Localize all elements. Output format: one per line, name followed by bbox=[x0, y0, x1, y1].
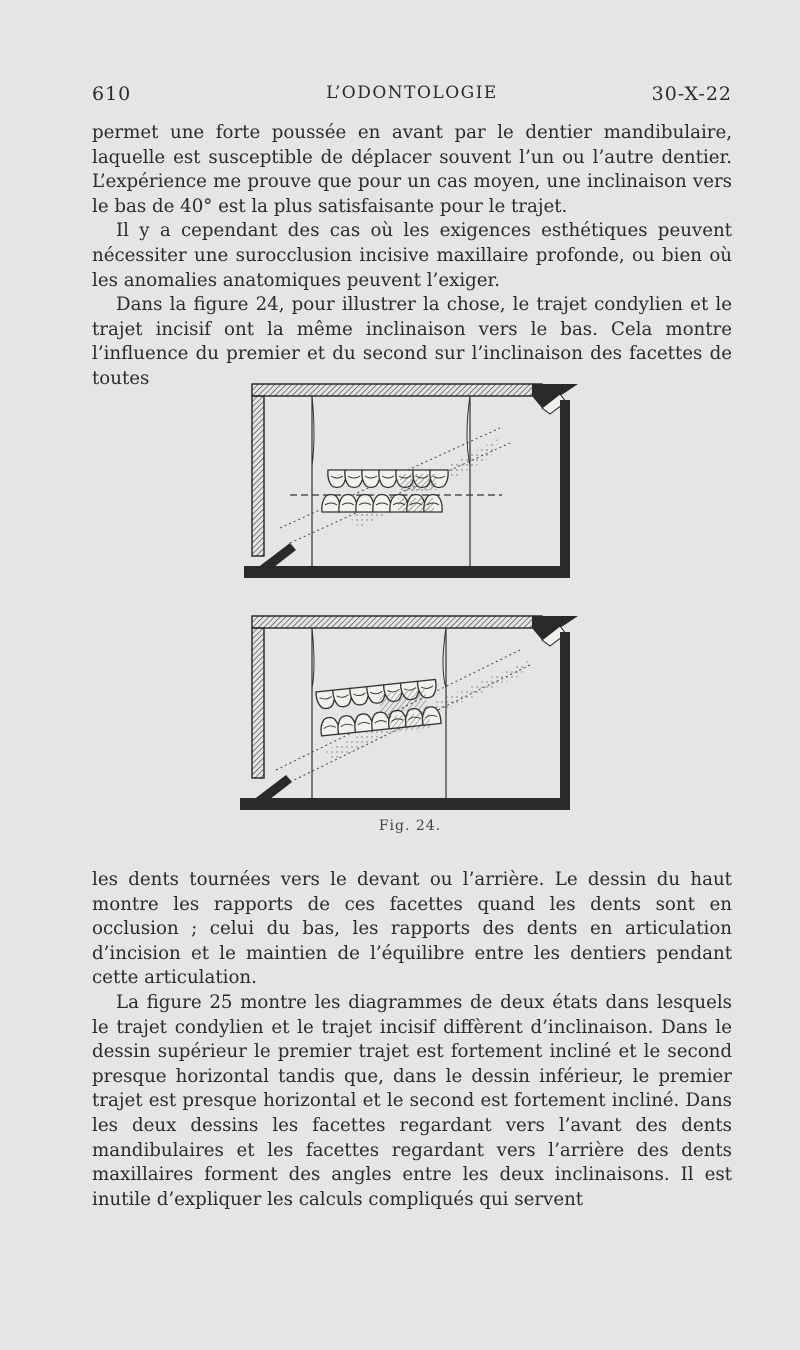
paragraph: La figure 25 montre les diagrammes de deux états dans lesquels le trajet condylien et le trajet incisif diffèrent d’inclinaison. Dans le dessin supérieur le premier trajet est fortement incliné et le second presque horizontal tandis que, dans le dessin inférieur, le premier trajet est presque horizontal et le second est fortement incliné. Dans les deux dessins les facettes regardant vers l’avant des dents mandibulaires et les facettes regardant vers l’arrière des dents maxillaires forment des angles entre les deux inclinaisons. Il est inutile d’expliquer les calculs compliqués qui servent bbox=[92, 991, 732, 1210]
upper-diagram-occlusion bbox=[244, 384, 578, 578]
paragraph: Dans la figure 24, pour illustrer la chose, le trajet condylien et le trajet incisif ont la même inclinaison vers le bas. Cela montre l’influence du premier et du second sur l’inclinaison des facettes de toutes bbox=[92, 294, 732, 389]
paragraph: permet une forte poussée en avant par le dentier mandibulaire, laquelle est susceptible de déplacer souvent l’un ou l’autre dentier. L’expérience me prouve que pour un cas moyen, une inclinaison vers le bas de 40° est la plus satisfaisante pour le trajet. bbox=[92, 122, 732, 217]
issue-date: 30-X-22 bbox=[651, 83, 732, 105]
journal-title: L’ODONTOLOGIE bbox=[326, 83, 498, 103]
figure-caption: Fig. 24. bbox=[378, 818, 442, 834]
body-text-bottom bbox=[92, 868, 732, 1212]
lower-diagram-articulation bbox=[240, 616, 578, 810]
body-text-top bbox=[92, 121, 732, 392]
paragraph: Il y a cependant des cas où les exigences esthétiques peuvent nécessiter une surocclusion incisive maxillaire profonde, ou bien où les anomalies anatomiques peuvent l’exiger. bbox=[92, 220, 732, 291]
figure-24-illustration bbox=[230, 378, 590, 818]
running-header bbox=[92, 83, 732, 111]
page-number: 610 bbox=[92, 83, 132, 105]
paragraph: les dents tournées vers le devant ou l’arrière. Le dessin du haut montre les rapports de ces facettes quand les dents sont en occlusion ; celui du bas, les rapports des dents en articulation d’incision et le maintien de l’équilibre entre les dentiers pendant cette articulation. bbox=[92, 869, 732, 989]
